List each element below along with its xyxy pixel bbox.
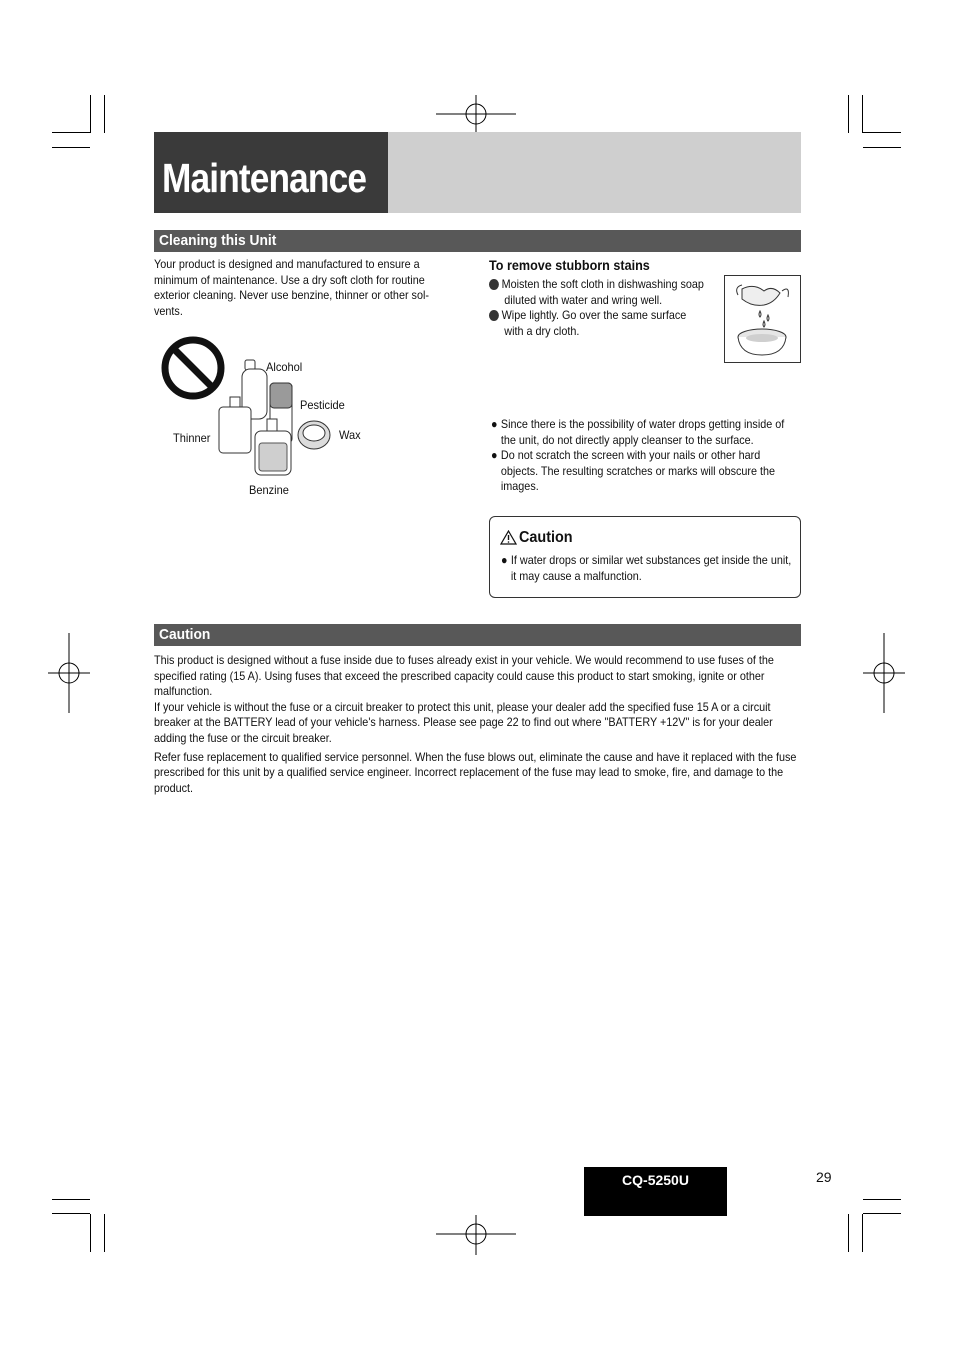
title-band xyxy=(388,132,801,213)
stain-step xyxy=(484,308,705,339)
label-alcohol: Alcohol xyxy=(266,360,303,374)
step-text: Moisten the soft cloth in dishwashing soap diluted with water and wring well. xyxy=(501,277,704,307)
stains-steps xyxy=(484,277,705,339)
section-header-cleaning xyxy=(154,230,801,252)
caution-body xyxy=(154,653,801,796)
registration-mark-right xyxy=(863,633,905,713)
paragraph: This product is designed without a fuse inside due to fuses already exist in your vehicle. We would recommend to use fuses of the specified rating (15 A). Using fuses that exceed the prescribed capacity could cause this product to start smoking, ignite or other malfunction. xyxy=(154,653,774,699)
registration-mark-left xyxy=(48,633,90,713)
section-title: Cleaning this Unit xyxy=(159,232,277,249)
model-name: CQ-5250U xyxy=(622,1172,689,1188)
label-thinner: Thinner xyxy=(173,431,211,445)
label-pesticide: Pesticide xyxy=(300,398,345,412)
bullet-icon: ● xyxy=(501,553,508,567)
list-item: ● Since there is the possibility of water drops getting inside of the unit, do not directly apply cleanser to the surface. xyxy=(491,417,785,447)
list-item: ● Do not scratch the screen with your nails or other hard objects. The resulting scratches or marks will obscure the images. xyxy=(491,448,776,494)
stain-step xyxy=(484,277,705,308)
section-header-caution xyxy=(154,624,801,646)
cleaning-cloth-illustration xyxy=(724,275,801,363)
paragraph: Refer fuse replacement to qualified service personnel. When the fuse blows out, eliminate the cause and have it replaced with the fuse prescribed for this unit by a qualified service engineer. Incorrect replacement of the fuse may lead to smoke, fire, and damage to the product. xyxy=(154,749,797,795)
warning-triangle-icon xyxy=(500,530,517,545)
model-badge xyxy=(584,1167,727,1216)
step-text: Wipe lightly. Go over the same surface with a dry cloth. xyxy=(501,308,687,338)
label-benzine: Benzine xyxy=(249,483,289,497)
page-number: 29 xyxy=(816,1169,832,1185)
bullet-icon: ● xyxy=(491,448,498,463)
paragraph: If your vehicle is without the fuse or a circuit breaker to protect this unit, please your dealer add the specified fuse 15 A or a circuit breaker at the BATTERY lead of your vehicle's harness. Please see page 22 to find out where "BATTERY +12V" is for your dealer adding the fuse or the circuit breaker. xyxy=(154,699,773,745)
step-number: 2 xyxy=(489,310,499,321)
caution-box-title: Caution xyxy=(519,529,573,546)
list-item: ● If water drops or similar wet substances get inside the unit, it may cause a malfunction. xyxy=(501,553,792,583)
cleaning-notes xyxy=(491,417,791,495)
section-title: Caution xyxy=(159,626,211,643)
page-title: Maintenance xyxy=(162,155,367,201)
cleaning-intro: Your product is designed and manufactured to ensure a minimum of maintenance. Use a dry soft cloth for routine exterior cleaning. Never use benzine, thinner or other sol-vents. xyxy=(154,257,429,318)
label-wax: Wax xyxy=(339,428,361,442)
bullet-icon: ● xyxy=(491,417,498,431)
stains-heading: To remove stubborn stains xyxy=(489,257,650,273)
registration-mark-top xyxy=(436,95,516,135)
registration-mark-bottom xyxy=(436,1215,516,1255)
caution-box-items xyxy=(501,553,798,584)
step-number: 1 xyxy=(489,279,499,290)
